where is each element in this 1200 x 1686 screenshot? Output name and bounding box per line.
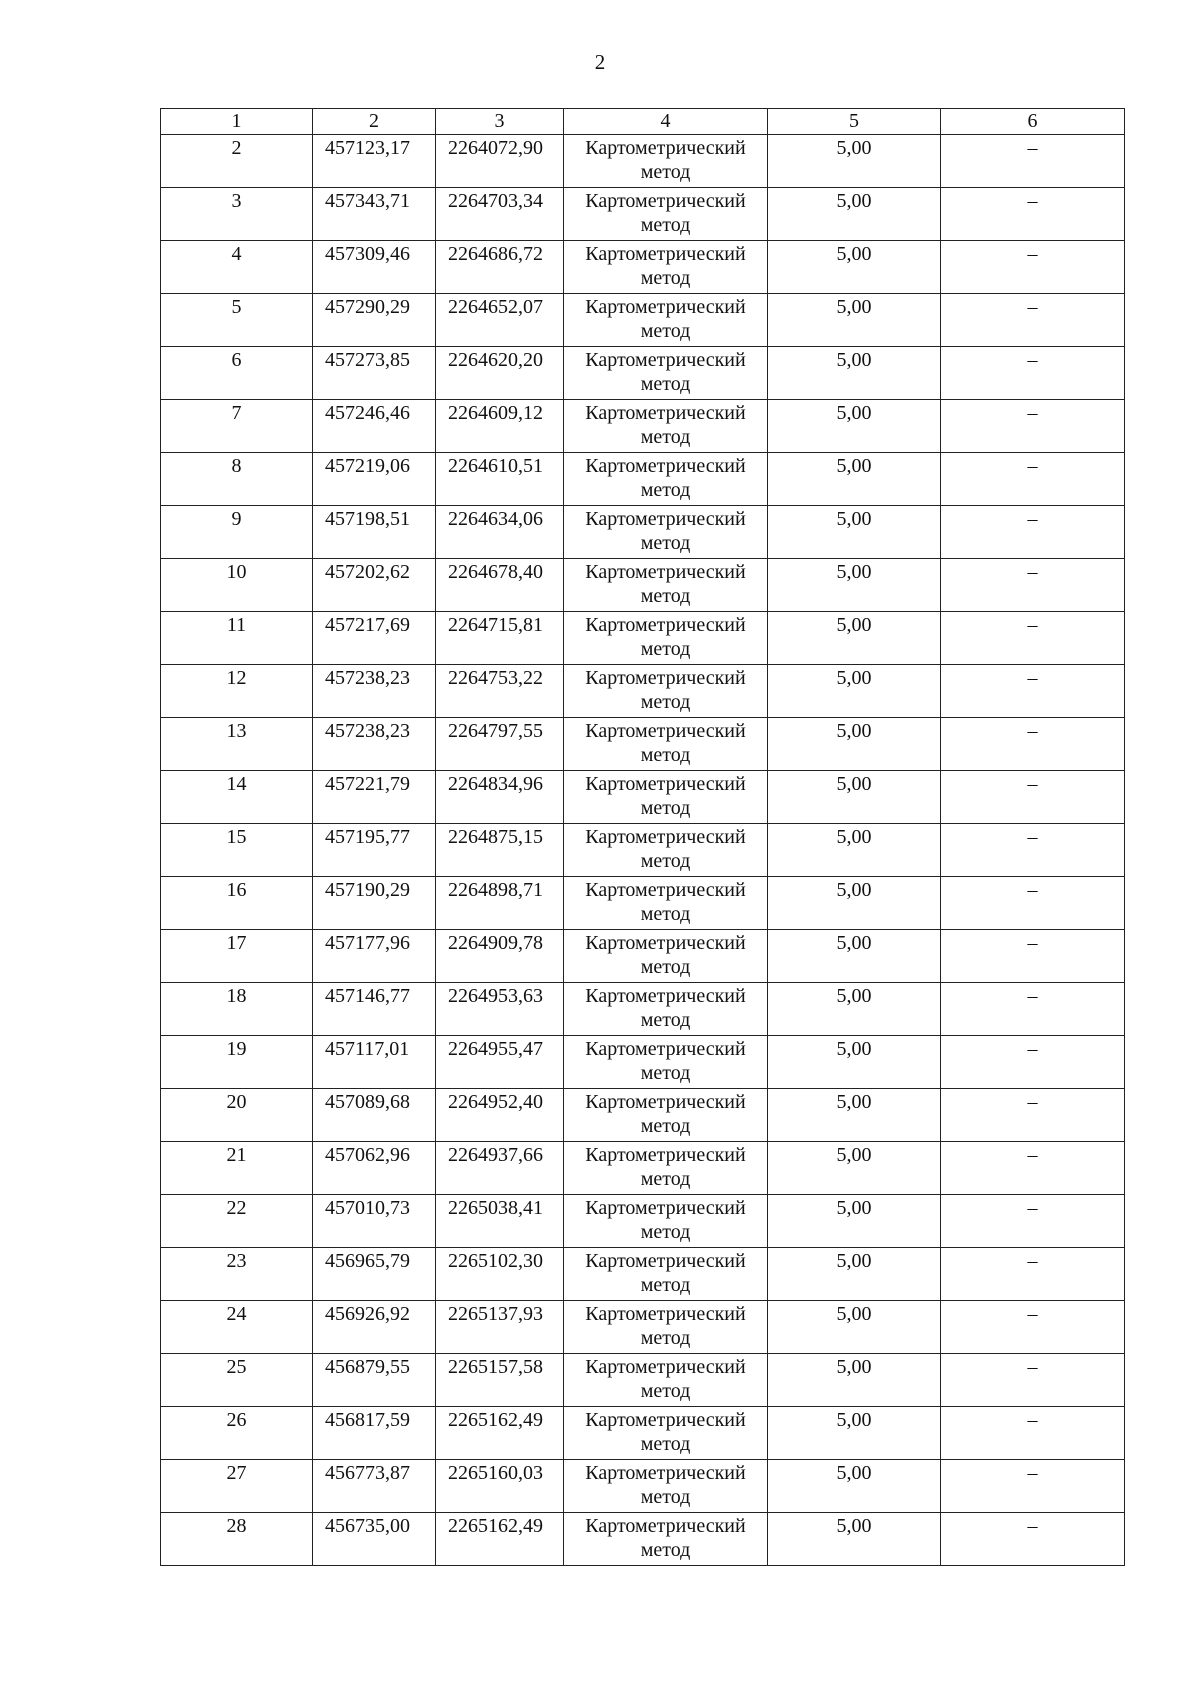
y-coordinate-cell: 2264715,81 [436, 612, 564, 665]
y-coordinate-cell: 2265157,58 [436, 1354, 564, 1407]
point-number-cell: 12 [161, 665, 313, 718]
y-coordinate-cell: 2264898,71 [436, 877, 564, 930]
accuracy-cell: 5,00 [768, 1354, 941, 1407]
point-number-cell: 13 [161, 718, 313, 771]
x-coordinate-cell: 457309,46 [313, 241, 436, 294]
accuracy-cell: 5,00 [768, 718, 941, 771]
y-coordinate-cell: 2265137,93 [436, 1301, 564, 1354]
method-cell: Картометрический метод [564, 241, 768, 294]
accuracy-cell: 5,00 [768, 1195, 941, 1248]
x-coordinate-cell: 456879,55 [313, 1354, 436, 1407]
point-number-cell: 5 [161, 294, 313, 347]
x-coordinate-cell: 457217,69 [313, 612, 436, 665]
point-number-cell: 16 [161, 877, 313, 930]
table-row [161, 559, 1125, 612]
point-number-cell: 19 [161, 1036, 313, 1089]
header-cell-6: 6 [941, 109, 1125, 135]
note-cell: – [941, 1301, 1125, 1354]
x-coordinate-cell: 457177,96 [313, 930, 436, 983]
table-row [161, 400, 1125, 453]
method-cell: Картометрический метод [564, 930, 768, 983]
accuracy-cell: 5,00 [768, 771, 941, 824]
x-coordinate-cell: 457010,73 [313, 1195, 436, 1248]
point-number-cell: 17 [161, 930, 313, 983]
point-number-cell: 18 [161, 983, 313, 1036]
method-cell: Картометрический метод [564, 1142, 768, 1195]
point-number-cell: 20 [161, 1089, 313, 1142]
note-cell: – [941, 1354, 1125, 1407]
accuracy-cell: 5,00 [768, 188, 941, 241]
method-cell: Картометрический метод [564, 1089, 768, 1142]
note-cell: – [941, 612, 1125, 665]
note-cell: – [941, 718, 1125, 771]
note-cell: – [941, 1248, 1125, 1301]
y-coordinate-cell: 2264703,34 [436, 188, 564, 241]
accuracy-cell: 5,00 [768, 1089, 941, 1142]
table-row [161, 824, 1125, 877]
table-row [161, 771, 1125, 824]
x-coordinate-cell: 457123,17 [313, 135, 436, 188]
table-row [161, 1089, 1125, 1142]
header-row [161, 109, 1125, 135]
accuracy-cell: 5,00 [768, 241, 941, 294]
accuracy-cell: 5,00 [768, 559, 941, 612]
note-cell: – [941, 1142, 1125, 1195]
y-coordinate-cell: 2264610,51 [436, 453, 564, 506]
accuracy-cell: 5,00 [768, 1248, 941, 1301]
y-coordinate-cell: 2264652,07 [436, 294, 564, 347]
accuracy-cell: 5,00 [768, 453, 941, 506]
note-cell: – [941, 506, 1125, 559]
point-number-cell: 21 [161, 1142, 313, 1195]
point-number-cell: 7 [161, 400, 313, 453]
table-row [161, 612, 1125, 665]
table-row [161, 1460, 1125, 1513]
accuracy-cell: 5,00 [768, 1301, 941, 1354]
point-number-cell: 27 [161, 1460, 313, 1513]
x-coordinate-cell: 457202,62 [313, 559, 436, 612]
y-coordinate-cell: 2265038,41 [436, 1195, 564, 1248]
header-cell-4: 4 [564, 109, 768, 135]
note-cell: – [941, 135, 1125, 188]
table-row [161, 665, 1125, 718]
point-number-cell: 2 [161, 135, 313, 188]
method-cell: Картометрический метод [564, 1460, 768, 1513]
accuracy-cell: 5,00 [768, 1513, 941, 1566]
method-cell: Картометрический метод [564, 665, 768, 718]
method-cell: Картометрический метод [564, 718, 768, 771]
table-row [161, 1195, 1125, 1248]
accuracy-cell: 5,00 [768, 612, 941, 665]
y-coordinate-cell: 2264620,20 [436, 347, 564, 400]
y-coordinate-cell: 2264678,40 [436, 559, 564, 612]
table-row [161, 1142, 1125, 1195]
note-cell: – [941, 347, 1125, 400]
table-body [161, 135, 1125, 1566]
note-cell: – [941, 665, 1125, 718]
header-cell-1: 1 [161, 109, 313, 135]
x-coordinate-cell: 457195,77 [313, 824, 436, 877]
point-number-cell: 22 [161, 1195, 313, 1248]
table-row [161, 241, 1125, 294]
table-row [161, 877, 1125, 930]
y-coordinate-cell: 2264909,78 [436, 930, 564, 983]
table-row [161, 1036, 1125, 1089]
note-cell: – [941, 1407, 1125, 1460]
point-number-cell: 15 [161, 824, 313, 877]
accuracy-cell: 5,00 [768, 824, 941, 877]
table-row [161, 930, 1125, 983]
note-cell: – [941, 1195, 1125, 1248]
point-number-cell: 11 [161, 612, 313, 665]
x-coordinate-cell: 457246,46 [313, 400, 436, 453]
y-coordinate-cell: 2264072,90 [436, 135, 564, 188]
note-cell: – [941, 1513, 1125, 1566]
method-cell: Картометрический метод [564, 347, 768, 400]
table-row [161, 1513, 1125, 1566]
point-number-cell: 10 [161, 559, 313, 612]
accuracy-cell: 5,00 [768, 1460, 941, 1513]
x-coordinate-cell: 457221,79 [313, 771, 436, 824]
note-cell: – [941, 877, 1125, 930]
point-number-cell: 8 [161, 453, 313, 506]
accuracy-cell: 5,00 [768, 983, 941, 1036]
y-coordinate-cell: 2265162,49 [436, 1513, 564, 1566]
note-cell: – [941, 824, 1125, 877]
table-row [161, 983, 1125, 1036]
method-cell: Картометрический метод [564, 877, 768, 930]
x-coordinate-cell: 457238,23 [313, 718, 436, 771]
y-coordinate-cell: 2264634,06 [436, 506, 564, 559]
table-row [161, 453, 1125, 506]
point-number-cell: 3 [161, 188, 313, 241]
y-coordinate-cell: 2264686,72 [436, 241, 564, 294]
x-coordinate-cell: 457273,85 [313, 347, 436, 400]
note-cell: – [941, 400, 1125, 453]
table-row [161, 718, 1125, 771]
table-row [161, 294, 1125, 347]
point-number-cell: 23 [161, 1248, 313, 1301]
method-cell: Картометрический метод [564, 1195, 768, 1248]
accuracy-cell: 5,00 [768, 1036, 941, 1089]
method-cell: Картометрический метод [564, 453, 768, 506]
x-coordinate-cell: 457343,71 [313, 188, 436, 241]
x-coordinate-cell: 457089,68 [313, 1089, 436, 1142]
method-cell: Картометрический метод [564, 1407, 768, 1460]
accuracy-cell: 5,00 [768, 400, 941, 453]
note-cell: – [941, 1460, 1125, 1513]
method-cell: Картометрический метод [564, 135, 768, 188]
note-cell: – [941, 1036, 1125, 1089]
method-cell: Картометрический метод [564, 824, 768, 877]
method-cell: Картометрический метод [564, 559, 768, 612]
y-coordinate-cell: 2264955,47 [436, 1036, 564, 1089]
x-coordinate-cell: 457190,29 [313, 877, 436, 930]
method-cell: Картометрический метод [564, 506, 768, 559]
method-cell: Картометрический метод [564, 612, 768, 665]
method-cell: Картометрический метод [564, 400, 768, 453]
point-number-cell: 14 [161, 771, 313, 824]
accuracy-cell: 5,00 [768, 294, 941, 347]
x-coordinate-cell: 457219,06 [313, 453, 436, 506]
method-cell: Картометрический метод [564, 983, 768, 1036]
accuracy-cell: 5,00 [768, 347, 941, 400]
note-cell: – [941, 771, 1125, 824]
point-number-cell: 24 [161, 1301, 313, 1354]
x-coordinate-cell: 456965,79 [313, 1248, 436, 1301]
method-cell: Картометрический метод [564, 1513, 768, 1566]
y-coordinate-cell: 2265162,49 [436, 1407, 564, 1460]
x-coordinate-cell: 456817,59 [313, 1407, 436, 1460]
accuracy-cell: 5,00 [768, 1407, 941, 1460]
table-header [161, 109, 1125, 135]
coordinates-table [160, 108, 1125, 1566]
x-coordinate-cell: 457117,01 [313, 1036, 436, 1089]
x-coordinate-cell: 457238,23 [313, 665, 436, 718]
method-cell: Картометрический метод [564, 1248, 768, 1301]
table-row [161, 1354, 1125, 1407]
method-cell: Картометрический метод [564, 771, 768, 824]
note-cell: – [941, 930, 1125, 983]
note-cell: – [941, 453, 1125, 506]
x-coordinate-cell: 456773,87 [313, 1460, 436, 1513]
table-row [161, 347, 1125, 400]
method-cell: Картометрический метод [564, 188, 768, 241]
point-number-cell: 26 [161, 1407, 313, 1460]
method-cell: Картометрический метод [564, 1036, 768, 1089]
x-coordinate-cell: 456926,92 [313, 1301, 436, 1354]
accuracy-cell: 5,00 [768, 930, 941, 983]
table-row [161, 135, 1125, 188]
y-coordinate-cell: 2264834,96 [436, 771, 564, 824]
table-row [161, 188, 1125, 241]
y-coordinate-cell: 2265160,03 [436, 1460, 564, 1513]
note-cell: – [941, 241, 1125, 294]
method-cell: Картометрический метод [564, 1301, 768, 1354]
y-coordinate-cell: 2264953,63 [436, 983, 564, 1036]
accuracy-cell: 5,00 [768, 135, 941, 188]
x-coordinate-cell: 457146,77 [313, 983, 436, 1036]
header-cell-5: 5 [768, 109, 941, 135]
accuracy-cell: 5,00 [768, 1142, 941, 1195]
y-coordinate-cell: 2264609,12 [436, 400, 564, 453]
y-coordinate-cell: 2264797,55 [436, 718, 564, 771]
point-number-cell: 25 [161, 1354, 313, 1407]
point-number-cell: 6 [161, 347, 313, 400]
y-coordinate-cell: 2264753,22 [436, 665, 564, 718]
accuracy-cell: 5,00 [768, 877, 941, 930]
accuracy-cell: 5,00 [768, 506, 941, 559]
x-coordinate-cell: 457062,96 [313, 1142, 436, 1195]
y-coordinate-cell: 2264875,15 [436, 824, 564, 877]
table-row [161, 1407, 1125, 1460]
table-row [161, 506, 1125, 559]
note-cell: – [941, 559, 1125, 612]
y-coordinate-cell: 2264937,66 [436, 1142, 564, 1195]
y-coordinate-cell: 2265102,30 [436, 1248, 564, 1301]
accuracy-cell: 5,00 [768, 665, 941, 718]
table-row [161, 1248, 1125, 1301]
x-coordinate-cell: 457198,51 [313, 506, 436, 559]
note-cell: – [941, 983, 1125, 1036]
table-row [161, 1301, 1125, 1354]
point-number-cell: 9 [161, 506, 313, 559]
point-number-cell: 28 [161, 1513, 313, 1566]
header-cell-3: 3 [436, 109, 564, 135]
x-coordinate-cell: 456735,00 [313, 1513, 436, 1566]
note-cell: – [941, 1089, 1125, 1142]
point-number-cell: 4 [161, 241, 313, 294]
x-coordinate-cell: 457290,29 [313, 294, 436, 347]
header-cell-2: 2 [313, 109, 436, 135]
page-number: 2 [594, 50, 606, 74]
note-cell: – [941, 294, 1125, 347]
method-cell: Картометрический метод [564, 294, 768, 347]
method-cell: Картометрический метод [564, 1354, 768, 1407]
note-cell: – [941, 188, 1125, 241]
y-coordinate-cell: 2264952,40 [436, 1089, 564, 1142]
